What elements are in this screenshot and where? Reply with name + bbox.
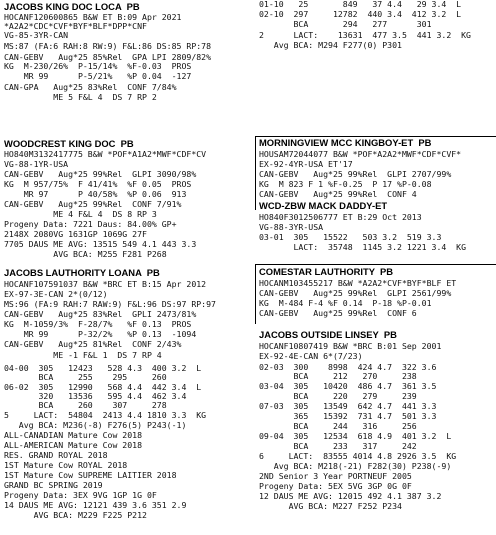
lactation-row: 07-03 305 13549 642 4.7 441 3.3 <box>259 401 437 411</box>
lactation-row: 03-04 305 10420 486 4.7 361 3.5 <box>259 381 437 391</box>
lactation-row: 03-01 305 15522 503 3.2 519 3.3 <box>259 232 442 242</box>
award-line: RES. GRAND ROYAL 2018 <box>4 450 108 460</box>
registration-line: HOCANF120600865 B&W ET B:09 Apr 2021 <box>4 12 182 22</box>
conformation-detail-line: ME -1 F&L 1 DS 7 RP 4 <box>4 350 162 360</box>
conformation-line: CAN-GEBV Aug*25 99%Rel CONF 6 <box>259 308 417 318</box>
production-line: KG M-484 F-4 %F 0.14 P-18 %P-0.01 <box>259 298 432 308</box>
lactation-avg-row: Avg BCA: M294 F277(0) P301 <box>259 40 402 50</box>
progeny-line: AVG BCA: M229 F225 P212 <box>4 510 147 520</box>
lactation-row: 02-03 300 8998 424 4.7 322 3.6 <box>259 362 437 372</box>
genomic-line: CAN-GEBV Aug*25 85%Rel GPA LPI 2809/82% <box>4 52 212 62</box>
lactation-row: 09-04 305 12534 618 4.9 401 3.2 L <box>259 431 452 441</box>
genomic-line: CAN-GEBV Aug*25 83%Rel GPLI 2473/81% <box>4 309 197 319</box>
progeny-line: 2148X 2080VG 1631GP 1069G 27F <box>4 229 147 239</box>
progeny-line: 7705 DAUS ME AVG: 13515 549 4.1 443 3.3 <box>4 239 197 249</box>
genomic-line: CAN-GEBV Aug*25 99%Rel GLPI 2561/99% <box>259 288 452 298</box>
registration-line: HOCANF107591037 B&W *BRC ET B:15 Apr 2012 <box>4 279 207 289</box>
animal-name-heading: WCD-ZBW MACK DADDY-ET <box>259 200 388 211</box>
lactation-row: BCA 244 316 256 <box>259 421 417 431</box>
progeny-line: AVG BCA: M227 F252 P234 <box>259 501 402 511</box>
lactation-row: 320 13536 595 4.4 462 3.4 <box>4 391 187 401</box>
animal-name-heading: MORNINGVIEW MCC KINGBOY-ET PB <box>259 137 432 148</box>
production-line: MR 99 P-32/2% %P 0.13 -1094 <box>4 329 197 339</box>
lactation-row: 365 15392 731 4.7 501 3.3 <box>259 411 437 421</box>
progeny-line: 12 DAUS ME AVG: 12015 492 4.1 387 3.2 <box>259 491 442 501</box>
lactation-total-row: LACT: 35748 1145 3.2 1221 3.4 KG <box>259 242 467 252</box>
production-line: KG M-1059/3% F-28/7% %F 0.13 PROS <box>4 319 192 329</box>
progeny-line: Progeny Data: 5EX 5VG 3GP 0G 0F <box>259 481 412 491</box>
lactation-row: BCA 233 317 242 <box>259 441 417 451</box>
progeny-line: Progeny Data: 3EX 9VG 1GP 1G 0F <box>4 490 157 500</box>
codes-line: *A2A2*CDC*CVF*BYF*BLF*DPP*CNF <box>4 21 147 31</box>
award-line: 1ST Mature Cow ROYAL 2018 <box>4 460 128 470</box>
lactation-row: 06-02 305 12990 568 4.4 442 3.4 L <box>4 382 202 392</box>
animal-name-heading: COMESTAR LAUTHORITY PB <box>259 266 394 277</box>
classification-line: VG-88-3YR-USA <box>259 222 324 232</box>
lactation-total-row: 6 LACT: 83555 4014 4.8 2926 3.5 KG <box>259 451 457 461</box>
animal-name-heading: WOODCREST KING DOC PB <box>4 138 134 149</box>
award-line: GRAND BC SPRING 2019 <box>4 480 103 490</box>
production-line: KG M-230/26% P-15/14% %F-0.03 PROS <box>4 61 192 71</box>
classification-line: EX-97-3E-CAN 2*(0/12) <box>4 289 108 299</box>
award-line: ALL-AMERICAN Mature Cow 2018 <box>4 440 143 450</box>
genomic-line: CAN-GEBV Aug*25 99%Rel GLPI 3090/98% <box>4 169 197 179</box>
conformation-line: CAN-GEBV Aug*25 99%Rel CONF 7/91% <box>4 199 182 209</box>
box-top-rule <box>255 264 496 265</box>
lactation-row: BCA 294 277 301 <box>259 19 432 29</box>
production-line: KG M 823 F 1 %F-0.25 P 17 %P-0.08 <box>259 179 432 189</box>
classification-line: VG-85-3YR-CAN <box>4 30 69 40</box>
lactation-total-row: 5 LACT: 54804 2413 4.4 1810 3.3 KG <box>4 410 207 420</box>
classification-line: VG-88-1YR-USA <box>4 159 69 169</box>
production-line: MR 97 P 40/58% %P 0.06 913 <box>4 189 187 199</box>
lactation-row: BCA 220 279 239 <box>259 391 417 401</box>
lactation-row: BCA 260 307 278 <box>4 400 167 410</box>
mammary-score-line: MS:96 (FA:9 RAH:7 RAW:9) F&L:96 DS:97 RP:97 <box>4 299 216 309</box>
lactation-row: 04-00 305 12423 528 4.3 400 3.2 L <box>4 363 202 373</box>
conformation-line: CAN-GEBV Aug*25 81%Rel CONF 2/43% <box>4 339 182 349</box>
registration-line: HOCANM103455217 B&W *A2A2*CVF*BYF*BLF ET <box>259 278 457 288</box>
registration-line: HOCANF10807419 B&W *BRC B:01 Sep 2001 <box>259 341 442 351</box>
lactation-avg-row: Avg BCA: M218(-21) F282(30) P238(-9) <box>259 461 452 471</box>
conformation-detail-line: ME 4 F&L 4 DS 8 RP 3 <box>4 209 157 219</box>
conformation-line: CAN-GEBV Aug*25 99%Rel CONF 4 <box>259 189 417 199</box>
classification-line: EX-92-4E-CAN 6*(7/23) <box>259 351 363 361</box>
award-line: 2ND Senior 3 Year PORTNEUF 2005 <box>259 471 412 481</box>
progeny-line: Progeny Data: 7221 Daus: 84.00% GP+ <box>4 219 177 229</box>
registration-line: HO840M3132417775 B&W *POF*A1A2*MWF*CDF*CV <box>4 149 207 159</box>
award-line: 1ST Mature Cow SUPREME LAITIER 2018 <box>4 470 177 480</box>
conformation-line: CAN-GPA Aug*25 83%Rel CONF 7/84% <box>4 82 177 92</box>
genomic-line: CAN-GEBV Aug*25 99%Rel GLPI 2707/99% <box>259 169 452 179</box>
animal-name-heading: JACOBS OUTSIDE LINSEY PB <box>259 329 397 340</box>
lactation-row: 02-10 297 12782 440 3.4 412 3.2 L <box>259 9 462 19</box>
production-line: KG M 957/75% F 41/41% %F 0.05 PROS <box>4 179 192 189</box>
mammary-score-line: MS:87 (FA:6 RAH:8 RW:9) F&L:86 DS:85 RP:78 <box>4 41 212 51</box>
production-line: MR 99 P-5/21% %P 0.04 -127 <box>4 71 192 81</box>
award-line: ALL-CANADIAN Mature Cow 2018 <box>4 430 143 440</box>
animal-name-heading: JACOBS LAUTHORITY LOANA PB <box>4 267 160 278</box>
classification-line: EX-92-4YR-USA ET'17 <box>259 159 353 169</box>
box-left-rule <box>255 264 256 324</box>
conformation-detail-line: ME 5 F&L 4 DS 7 RP 2 <box>4 92 157 102</box>
registration-line: HOUSAM72044077 B&W *POF*A2A2*MWF*CDF*CVF* <box>259 149 462 159</box>
lactation-row: 01-10 25 849 37 4.4 29 3.4 L <box>259 0 462 9</box>
progeny-line: 14 DAUS ME AVG: 12121 439 3.6 351 2.9 <box>4 500 187 510</box>
animal-name-heading: JACOBS KING DOC LOCA PB <box>4 1 140 12</box>
lactation-row: BCA 255 295 260 <box>4 372 167 382</box>
registration-line: HO840F3012506777 ET B:29 Oct 2013 <box>259 212 422 222</box>
progeny-line: AVG BCA: M255 F281 P268 <box>4 249 167 259</box>
lactation-row: BCA 212 270 238 <box>259 371 417 381</box>
lactation-total-row: 2 LACT: 13631 477 3.5 441 3.2 KG <box>259 30 471 40</box>
box-left-rule <box>255 136 256 210</box>
lactation-avg-row: Avg BCA: M236(-8) F276(5) P243(-1) <box>4 420 187 430</box>
